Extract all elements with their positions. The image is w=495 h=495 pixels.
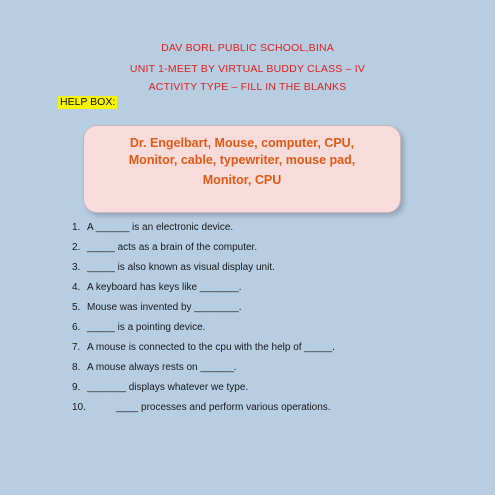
question-number: 6. [72, 322, 81, 333]
question-text: A keyboard has keys like _______. [87, 282, 242, 293]
question-text: A mouse is connected to the cpu with the help of _____. [87, 342, 335, 353]
question-item [72, 322, 205, 333]
question-number: 8. [72, 362, 81, 373]
question-item [72, 242, 257, 253]
help-box-label: HELP BOX: [60, 96, 116, 108]
question-text: _____ is also known as visual display unit. [87, 262, 275, 273]
question-item [72, 262, 275, 273]
question-item [72, 282, 242, 293]
question-number: 10. [72, 402, 86, 413]
question-number: 9. [72, 382, 81, 393]
question-number: 2. [72, 242, 81, 253]
question-item [72, 302, 242, 313]
question-text: _____ acts as a brain of the computer. [87, 242, 258, 253]
question-number: 7. [72, 342, 81, 353]
help-box-line: Monitor, CPU [202, 173, 282, 187]
question-item [72, 402, 331, 413]
question-item [72, 342, 335, 353]
help-box-line: Monitor, cable, typewriter, mouse pad, [128, 153, 356, 167]
question-text: A mouse always rests on ______. [87, 362, 237, 373]
question-number: 5. [72, 302, 81, 313]
unit-title: UNIT 1-MEET BY VIRTUAL BUDDY CLASS – IV [129, 63, 366, 75]
question-number: 3. [72, 262, 81, 273]
question-text: _____ is a pointing device. [87, 322, 206, 333]
question-number: 1. [72, 222, 81, 233]
question-text: A ______ is an electronic device. [87, 222, 234, 233]
question-text: _______ displays whatever we type. [87, 382, 249, 393]
school-name: DAV BORL PUBLIC SCHOOL,BINA [161, 42, 334, 54]
help-box-line: Dr. Engelbart, Mouse, computer, CPU, [129, 136, 355, 150]
activity-type: ACTIVITY TYPE – FILL IN THE BLANKS [148, 81, 347, 93]
question-item [72, 362, 237, 373]
help-box [83, 125, 401, 213]
question-text: ____ processes and perform various operations. [116, 402, 331, 413]
question-item [72, 222, 233, 233]
question-item [72, 382, 248, 393]
question-number: 4. [72, 282, 81, 293]
question-text: Mouse was invented by ________. [87, 302, 242, 313]
